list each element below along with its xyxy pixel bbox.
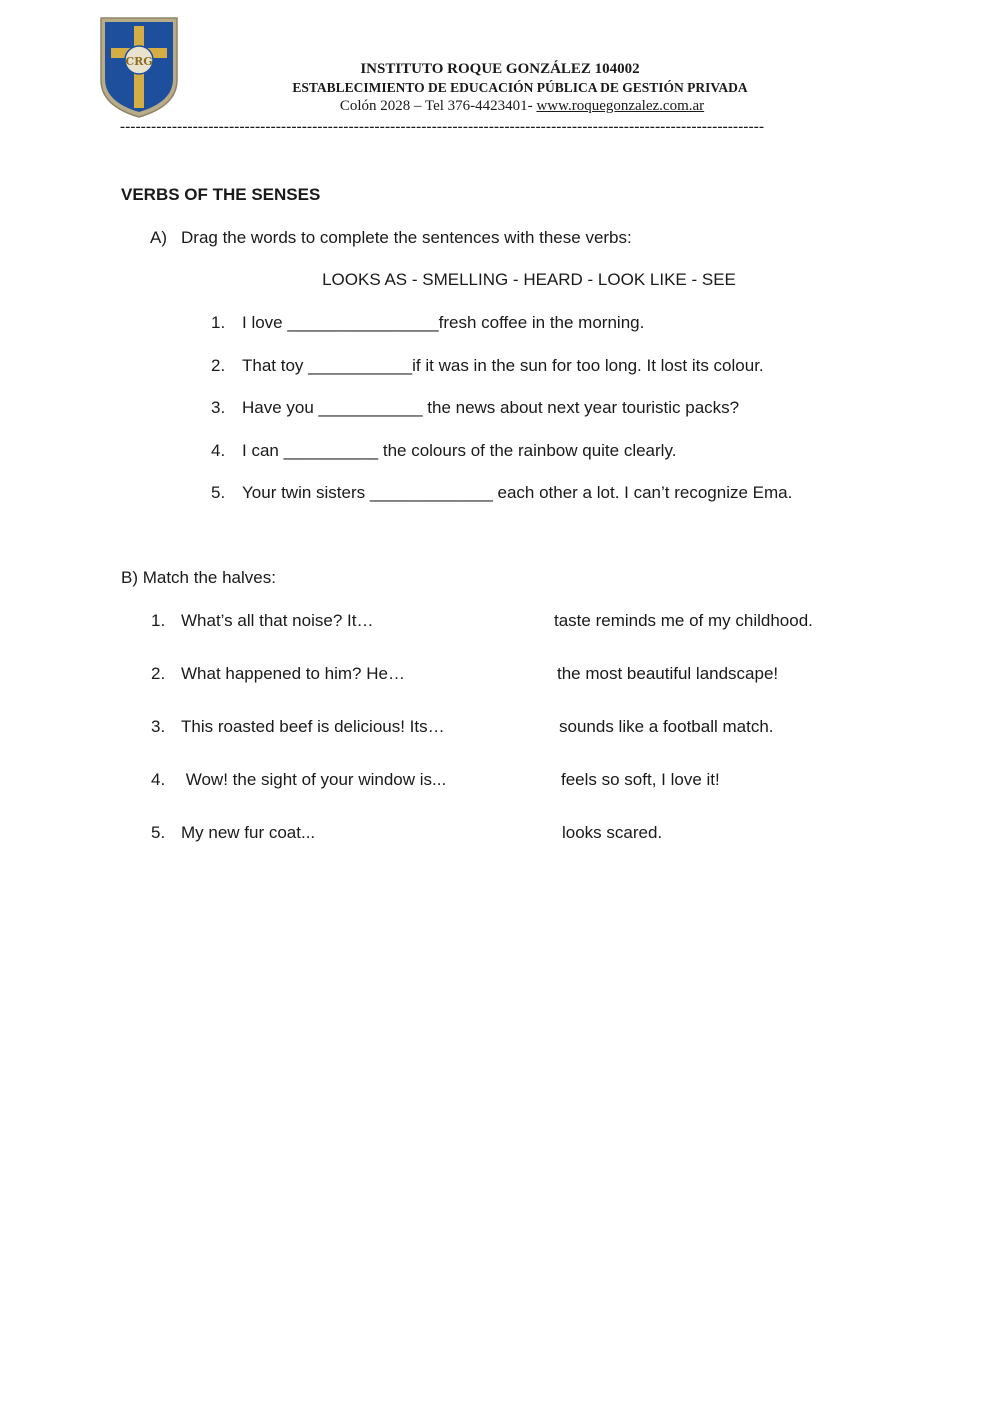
match-right-half[interactable]: feels so soft, I love it! [561,770,720,789]
match-left-half[interactable]: Wow! the sight of your window is... [181,770,447,789]
list-item-number: 5. [211,483,226,502]
match-right-half[interactable]: the most beautiful landscape! [557,664,779,683]
sentence-item[interactable]: Your twin sisters _____________ each other a lot. I can’t recognize Ema. [242,483,793,502]
list-item-number: 1. [211,313,226,332]
list-item-number: 2. [151,664,166,683]
sentence-item[interactable]: That toy ___________if it was in the sun for too long. It lost its colour. [242,356,764,375]
website-link[interactable]: www.roquegonzalez.com.ar [536,98,705,114]
match-right-half[interactable]: looks scared. [562,823,663,842]
establishment-type: ESTABLECIMIENTO DE EDUCACIÓN PÚBLICA DE GESTIÓN PRIVADA [292,80,748,95]
list-item-number: 4. [151,770,166,789]
word-bank: LOOKS AS - SMELLING - HEARD - LOOK LIKE - SEE [322,270,736,289]
section-a-instruction [150,228,632,248]
match-left-half[interactable]: This roasted beef is delicious! Its… [181,717,445,736]
list-item-number: 5. [151,823,166,842]
address-line [22,98,1000,115]
svg-text:CRG: CRG [125,55,153,68]
section-b-instruction: B) Match the halves: [121,568,276,587]
header-separator: ---------------------------------------------------------------------------------------------------------------------------- [120,119,765,135]
section-a-label: A) [150,228,167,247]
match-left-half[interactable]: What happened to him? He… [181,664,405,683]
sentence-item[interactable]: I love ________________fresh coffee in the morning. [242,313,645,332]
sentence-item[interactable]: Have you ___________ the news about next year touristic packs? [242,398,740,417]
list-item-number: 1. [151,611,166,630]
list-item-number: 2. [211,356,226,375]
school-name: INSTITUTO ROQUE GONZÁLEZ 104002 [360,61,640,77]
list-item-number: 4. [211,441,226,460]
sentence-item[interactable]: I can __________ the colours of the rainbow quite clearly. [242,441,677,460]
list-item-number: 3. [211,398,226,417]
match-right-half[interactable]: taste reminds me of my childhood. [554,611,813,630]
match-left-half[interactable]: My new fur coat... [181,823,316,842]
list-item-number: 3. [151,717,166,736]
worksheet-title: VERBS OF THE SENSES [121,185,321,204]
match-left-half[interactable]: What’s all that noise? It… [181,611,374,630]
match-right-half[interactable]: sounds like a football match. [559,717,774,736]
section-a-instruction-text: Drag the words to complete the sentences with these verbs: [181,228,632,247]
address-phone: Colón 2028 – Tel 376-4423401- [339,98,537,114]
